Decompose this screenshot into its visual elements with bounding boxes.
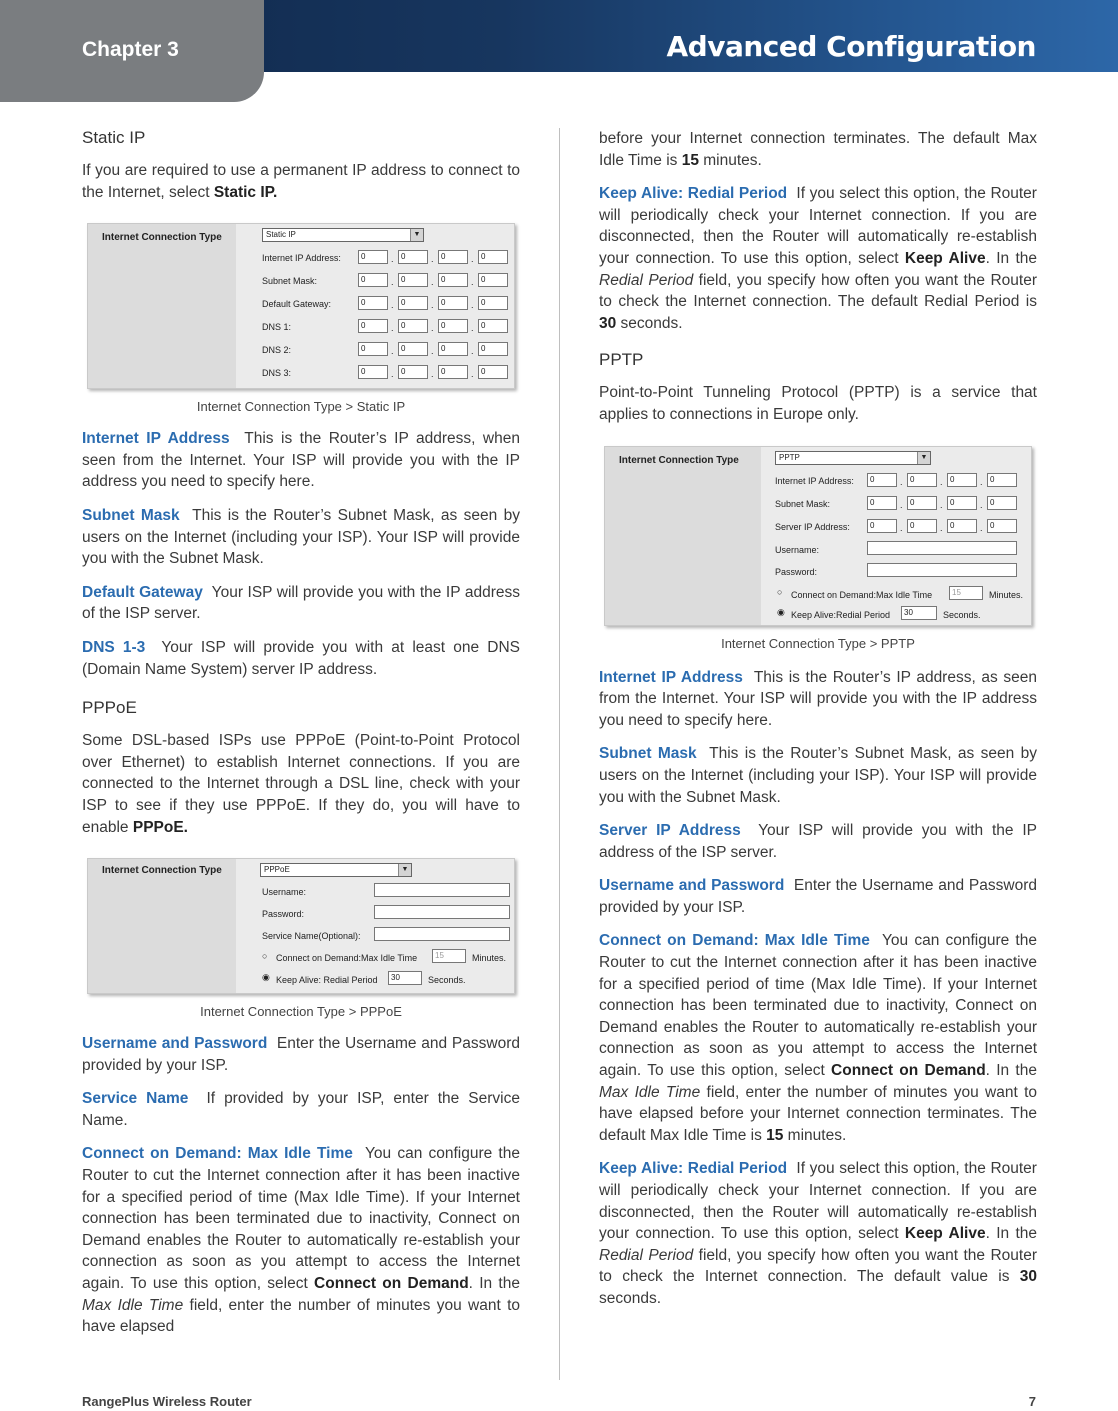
- ip-octet-field[interactable]: 0: [398, 342, 428, 356]
- field-label: Subnet Mask:: [262, 276, 318, 287]
- page-number: 7: [1028, 1394, 1036, 1409]
- ip-octet-field[interactable]: 0: [398, 319, 428, 333]
- max-idle-time-field[interactable]: 15: [949, 586, 983, 600]
- seconds-label: Seconds.: [943, 609, 981, 620]
- connect-on-demand-label: Connect on Demand:Max Idle Time: [791, 589, 933, 600]
- ip-octet-field[interactable]: 0: [867, 519, 897, 533]
- username-field[interactable]: [867, 541, 1017, 555]
- field-label: Server IP Address:: [775, 521, 850, 532]
- ip-octet-field[interactable]: 0: [987, 473, 1017, 487]
- ip-octet-field[interactable]: 0: [478, 250, 508, 264]
- octet-separator: .: [471, 346, 474, 357]
- keep-alive-radio[interactable]: ◉: [262, 972, 270, 983]
- ip-octet-field[interactable]: 0: [438, 365, 468, 379]
- octet-separator: .: [391, 277, 394, 288]
- seconds-label: Seconds.: [428, 975, 466, 986]
- ip-address-para: Internet IP Address This is the Router’s IP address, as seen from the Internet. Your ISP will provide you with the IP address you need to specify here.: [599, 668, 1037, 729]
- octet-separator: .: [940, 499, 943, 510]
- octet-separator: .: [391, 323, 394, 334]
- ip-octet-field[interactable]: 0: [478, 365, 508, 379]
- keep-alive-para: Keep Alive: Redial Period If you select this option, the Router will periodically check your Internet connection. If you are disconnected, then the Router will automatically re-establish your connection. To use this option, select Keep Alive. In the Redial Period field, you specify how often you want the Router to check the Internet connection. The default value is 30 seconds.: [599, 1160, 1037, 1307]
- field-label: DNS 3:: [262, 368, 292, 379]
- ip-octet-field[interactable]: 0: [358, 296, 388, 310]
- octet-separator: .: [471, 254, 474, 265]
- octet-separator: .: [391, 300, 394, 311]
- ip-octet-field[interactable]: 0: [987, 519, 1017, 533]
- ip-octet-field[interactable]: 0: [358, 365, 388, 379]
- section-title: Advanced Configuration: [666, 30, 1036, 63]
- pppoe-screenshot: [87, 858, 515, 994]
- field-label: DNS 1:: [262, 322, 292, 333]
- footer-product: RangePlus Wireless Router: [82, 1394, 252, 1409]
- password-field[interactable]: [867, 563, 1017, 577]
- connection-type-label: Internet Connection Type: [102, 865, 222, 877]
- ip-octet-field[interactable]: 0: [398, 365, 428, 379]
- ip-octet-field[interactable]: 0: [438, 296, 468, 310]
- default-gateway-para: Default Gateway Your ISP will provide you with the IP address of the ISP server.: [82, 583, 520, 623]
- username-field[interactable]: [374, 883, 510, 897]
- ip-octet-field[interactable]: 0: [438, 273, 468, 287]
- ip-octet-field[interactable]: 0: [358, 250, 388, 264]
- chevron-down-icon: ▼: [410, 229, 423, 241]
- field-label: Internet IP Address:: [262, 253, 341, 264]
- right-column: [599, 128, 1037, 1322]
- octet-separator: .: [431, 346, 434, 357]
- figure-caption-static-ip: Internet Connection Type > Static IP: [196, 399, 406, 415]
- minutes-label: Minutes.: [472, 953, 507, 964]
- octet-separator: .: [940, 476, 943, 487]
- column-divider: [559, 128, 560, 1380]
- keep-alive-label: Keep Alive:Redial Period: [791, 609, 891, 620]
- connect-on-demand-para: Connect on Demand: Max Idle Time You can configure the Router to cut the Internet connection after it has been inactive for a specified period of time (Max Idle Time). If your Internet connection has been terminated due to inactivity, Connect on Demand enables the Router to automatically re-establish your connection as soon as you attempt to access the Internet again. To use this option, select Connect on Demand. In the Max Idle Time field, enter the number of minutes you want to have elapsed before your Internet connection terminates. The default Max Idle Time is 15 minutes.: [599, 932, 1037, 1144]
- octet-separator: .: [900, 499, 903, 510]
- connection-type-select[interactable]: PPPoE ▼: [260, 863, 412, 877]
- octet-separator: .: [431, 254, 434, 265]
- connect-on-demand-para: Connect on Demand: Max Idle Time You can configure the Router to cut the Internet connection after it has been inactive for a specified period of time (Max Idle Time). If your Internet connection has been terminated due to inactivity, Connect on Demand enables the Router to automatically re-establish your connection as soon as you attempt to access the Internet again. To use this option, select Connect on Demand. In the Max Idle Time field, enter the number of minutes you want to have elapsed: [82, 1145, 520, 1336]
- ip-octet-field[interactable]: 0: [398, 296, 428, 310]
- username-password-para: Username and Password Enter the Username and Password provided by your ISP.: [599, 877, 1037, 916]
- ip-octet-field[interactable]: 0: [947, 519, 977, 533]
- ip-octet-field[interactable]: 0: [907, 519, 937, 533]
- ip-octet-field[interactable]: 0: [478, 319, 508, 333]
- username-label: Username:: [775, 544, 820, 555]
- ip-octet-field[interactable]: 0: [867, 496, 897, 510]
- octet-separator: .: [980, 522, 983, 533]
- ip-octet-field[interactable]: 0: [478, 296, 508, 310]
- pppoe-intro: Some DSL-based ISPs use PPPoE (Point-to-Point Protocol over Ethernet) to establish Internet connections. If you are connected to the Internet through a DSL line, check with your ISP to see if they use PPPoE. If they do, you will have to enable PPPoE.: [82, 732, 520, 836]
- static-ip-screenshot: [87, 223, 515, 389]
- pptp-intro: Point-to-Point Tunneling Protocol (PPTP) is a service that applies to connections in Europe only.: [599, 384, 1037, 423]
- connection-type-select[interactable]: PPTP ▼: [775, 451, 931, 465]
- pptp-heading: PPTP: [599, 350, 644, 370]
- keep-alive-label: Keep Alive: Redial Period: [276, 975, 378, 986]
- pptp-screenshot: [604, 446, 1032, 626]
- figure-caption-pppoe: Internet Connection Type > PPPoE: [200, 1004, 402, 1020]
- keep-alive-para: Keep Alive: Redial Period If you select this option, the Router will periodically check your Internet connection. If you are disconnected, then the Router will automatically re-establish your connection. To use this option, select Keep Alive. In the Redial Period field, you specify how often you want the Router to check the Internet connection. The default Redial Period is 30 seconds.: [599, 185, 1037, 332]
- ip-octet-field[interactable]: 0: [907, 473, 937, 487]
- field-label: DNS 2:: [262, 345, 292, 356]
- ip-octet-field[interactable]: 0: [438, 319, 468, 333]
- field-label: Subnet Mask:: [775, 498, 831, 509]
- minutes-label: Minutes.: [989, 589, 1024, 600]
- left-column: [82, 128, 520, 1350]
- ip-address-para: Internet IP Address This is the Router’s IP address, when seen from the Internet. Your ISP will provide you with the IP address you need to specify here.: [82, 430, 520, 491]
- static-ip-heading: Static IP: [82, 128, 146, 147]
- ip-octet-field[interactable]: 0: [947, 496, 977, 510]
- octet-separator: .: [391, 369, 394, 380]
- octet-separator: .: [431, 277, 434, 288]
- connection-type-label: Internet Connection Type: [102, 232, 222, 244]
- connect-on-demand-radio[interactable]: ○: [777, 586, 783, 597]
- chapter-label: Chapter 3: [82, 38, 179, 61]
- octet-separator: .: [431, 323, 434, 334]
- max-idle-time-field[interactable]: 15: [432, 949, 466, 963]
- pppoe-heading: PPPoE: [82, 698, 137, 718]
- connect-on-demand-label: Connect on Demand:Max Idle Time: [276, 953, 418, 964]
- ip-octet-field[interactable]: 0: [478, 273, 508, 287]
- ip-octet-field[interactable]: 0: [478, 342, 508, 356]
- octet-separator: .: [940, 522, 943, 533]
- password-label: Password:: [775, 566, 818, 577]
- server-ip-para: Server IP Address Your ISP will provide you with the IP address of the ISP server.: [599, 822, 1037, 861]
- keep-alive-radio[interactable]: ◉: [777, 606, 785, 617]
- octet-separator: .: [471, 369, 474, 380]
- chevron-down-icon: ▼: [917, 452, 930, 464]
- redial-period-field[interactable]: 30: [388, 971, 422, 985]
- password-field[interactable]: [374, 905, 510, 919]
- ip-octet-field[interactable]: 0: [398, 250, 428, 264]
- service-name-label: Service Name(Optional):: [262, 931, 361, 942]
- field-label: Default Gateway:: [262, 299, 332, 310]
- chevron-down-icon: ▼: [398, 864, 411, 876]
- ip-octet-field[interactable]: 0: [867, 473, 897, 487]
- username-password-para: Username and Password Enter the Username and Password provided by your ISP.: [82, 1035, 520, 1074]
- ip-octet-field[interactable]: 0: [358, 342, 388, 356]
- octet-separator: .: [391, 346, 394, 357]
- figure-caption-pptp: Internet Connection Type > PPTP: [721, 635, 915, 651]
- octet-separator: .: [980, 476, 983, 487]
- service-name-field[interactable]: [374, 927, 510, 941]
- max-idle-continued-para: before your Internet connection terminates. The default Max Idle Time is 15 minutes.: [599, 130, 1037, 169]
- ip-octet-field[interactable]: 0: [987, 496, 1017, 510]
- password-label: Password:: [262, 909, 305, 920]
- octet-separator: .: [471, 323, 474, 334]
- connection-type-select[interactable]: Static IP ▼: [262, 228, 424, 242]
- connection-type-label: Internet Connection Type: [619, 454, 739, 466]
- ip-octet-field[interactable]: 0: [398, 273, 428, 287]
- static-ip-intro: If you are required to use a permanent IP address to connect to the Internet, select Static IP.: [82, 162, 520, 201]
- octet-separator: .: [900, 522, 903, 533]
- field-label: Internet IP Address:: [775, 475, 854, 486]
- octet-separator: .: [471, 300, 474, 311]
- octet-separator: .: [431, 369, 434, 380]
- octet-separator: .: [431, 300, 434, 311]
- ip-octet-field[interactable]: 0: [947, 473, 977, 487]
- ip-octet-field[interactable]: 0: [438, 342, 468, 356]
- ip-octet-field[interactable]: 0: [438, 250, 468, 264]
- ip-octet-field[interactable]: 0: [907, 496, 937, 510]
- dns-para: DNS 1-3 Your ISP will provide you with at least one DNS (Domain Name System) server IP address.: [82, 638, 520, 678]
- octet-separator: .: [980, 499, 983, 510]
- ip-octet-field[interactable]: 0: [358, 273, 388, 287]
- connect-on-demand-radio[interactable]: ○: [262, 951, 268, 962]
- username-label: Username:: [262, 887, 307, 898]
- redial-period-field[interactable]: 30: [901, 606, 937, 620]
- octet-separator: .: [471, 277, 474, 288]
- subnet-mask-para: Subnet Mask This is the Router’s Subnet Mask, as seen by users on the Internet (including your ISP). Your ISP will provide you with the Subnet Mask.: [599, 745, 1037, 806]
- chapter-tab: [0, 0, 264, 102]
- octet-separator: .: [391, 254, 394, 265]
- service-name-para: Service Name If provided by your ISP, enter the Service Name.: [82, 1090, 520, 1129]
- octet-separator: .: [900, 476, 903, 487]
- subnet-mask-para: Subnet Mask This is the Router’s Subnet Mask, as seen by users on the Internet (including your ISP). Your ISP will provide you with the Subnet Mask.: [82, 506, 520, 568]
- ip-octet-field[interactable]: 0: [358, 319, 388, 333]
